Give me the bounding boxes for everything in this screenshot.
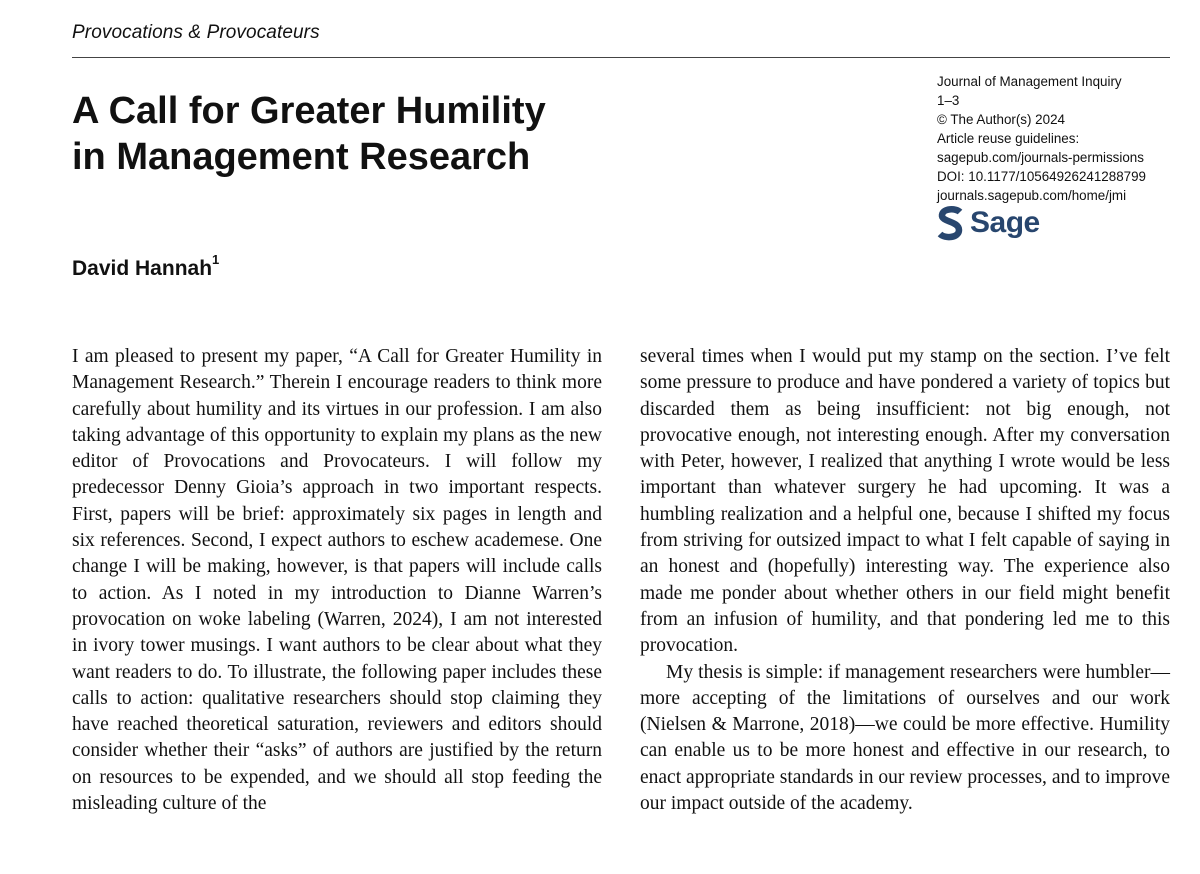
affiliation-mark[interactable]: 1 (212, 252, 220, 267)
article-title-line-2: in Management Research (72, 136, 531, 178)
journal-name: Journal of Management Inquiry (937, 74, 1122, 89)
body-paragraph: My thesis is simple: if management researchers were humbler—more accepting of the limitations of ourselves and our work (Nielsen & Marrone, 2018)—we could be more effective. Humility can enable us to be more honest and effective in our research, to enact appropriate standards in our review processes, and to improve our impact outside of the academy. (640, 661, 1170, 815)
reuse-guidelines-link[interactable]: sagepub.com/journals-permissions (937, 150, 1144, 165)
page-range: 1–3 (937, 93, 960, 108)
article-title-line-1: A Call for Greater Humility (72, 90, 546, 132)
doi-link[interactable]: DOI: 10.1177/10564926241288799 (937, 169, 1146, 184)
author-name-text: David Hannah (72, 257, 213, 280)
journal-meta (937, 72, 1187, 205)
section-label: Provocations & Provocateurs (72, 22, 320, 43)
header-rule (72, 57, 1170, 58)
sage-logo (937, 205, 1040, 241)
body-paragraph: I am pleased to present my paper, “A Call for Greater Humility in Management Research.” Therein I encourage readers to think more carefully about humility and its virtues in our profession. I am also taking advantage of this opportunity to explain my plans as the new editor of Provocations and Provocateurs. I will follow my predecessor Denny Gioia’s approach in two important respects. First, papers will be brief: approximately six pages in length and six references. Second, I expect authors to eschew academese. One change I will be making, however, is that papers will include calls to action. As I noted in my introduction to Dianne Warren’s provocation on woke labeling (Warren, 2024), I am not interested in ivory tower musings. I want authors to be clear about what they want readers to do. To illustrate, the following paper includes these calls to action: qualitative researchers should stop claiming they have reached theoretical saturation, reviewers and editors should consider whether their “asks” of authors are justified by the return on resources to be expended, and we should all stop feeding the misleading culture of the (72, 346, 602, 815)
article-title (72, 88, 632, 180)
sage-s-icon (937, 205, 964, 241)
reuse-guidelines-label: Article reuse guidelines: (937, 131, 1080, 146)
sage-wordmark: Sage (970, 206, 1040, 239)
copyright-notice: © The Author(s) 2024 (937, 112, 1065, 127)
journal-home-link[interactable]: journals.sagepub.com/home/jmi (937, 188, 1127, 203)
body-column-right (640, 344, 1170, 817)
body-column-left (72, 344, 602, 817)
author-name[interactable] (72, 252, 220, 281)
body-paragraph: several times when I would put my stamp on the section. I’ve felt some pressure to produce and have pondered a variety of topics but discarded them as being insufficient: not big enough, not provocative enough, not interesting enough. After my conversation with Peter, however, I realized that anything I wrote would be less important than whatever surgery he had upcoming. It was a humbling realization and a helpful one, because I shifted my focus from striving for outsized impact to what I felt capable of saying in an honest and (hopefully) interesting way. The experience also made me ponder about whether others in our field might benefit from an infusion of humility, and that pondering led me to this provocation. (640, 346, 1170, 657)
